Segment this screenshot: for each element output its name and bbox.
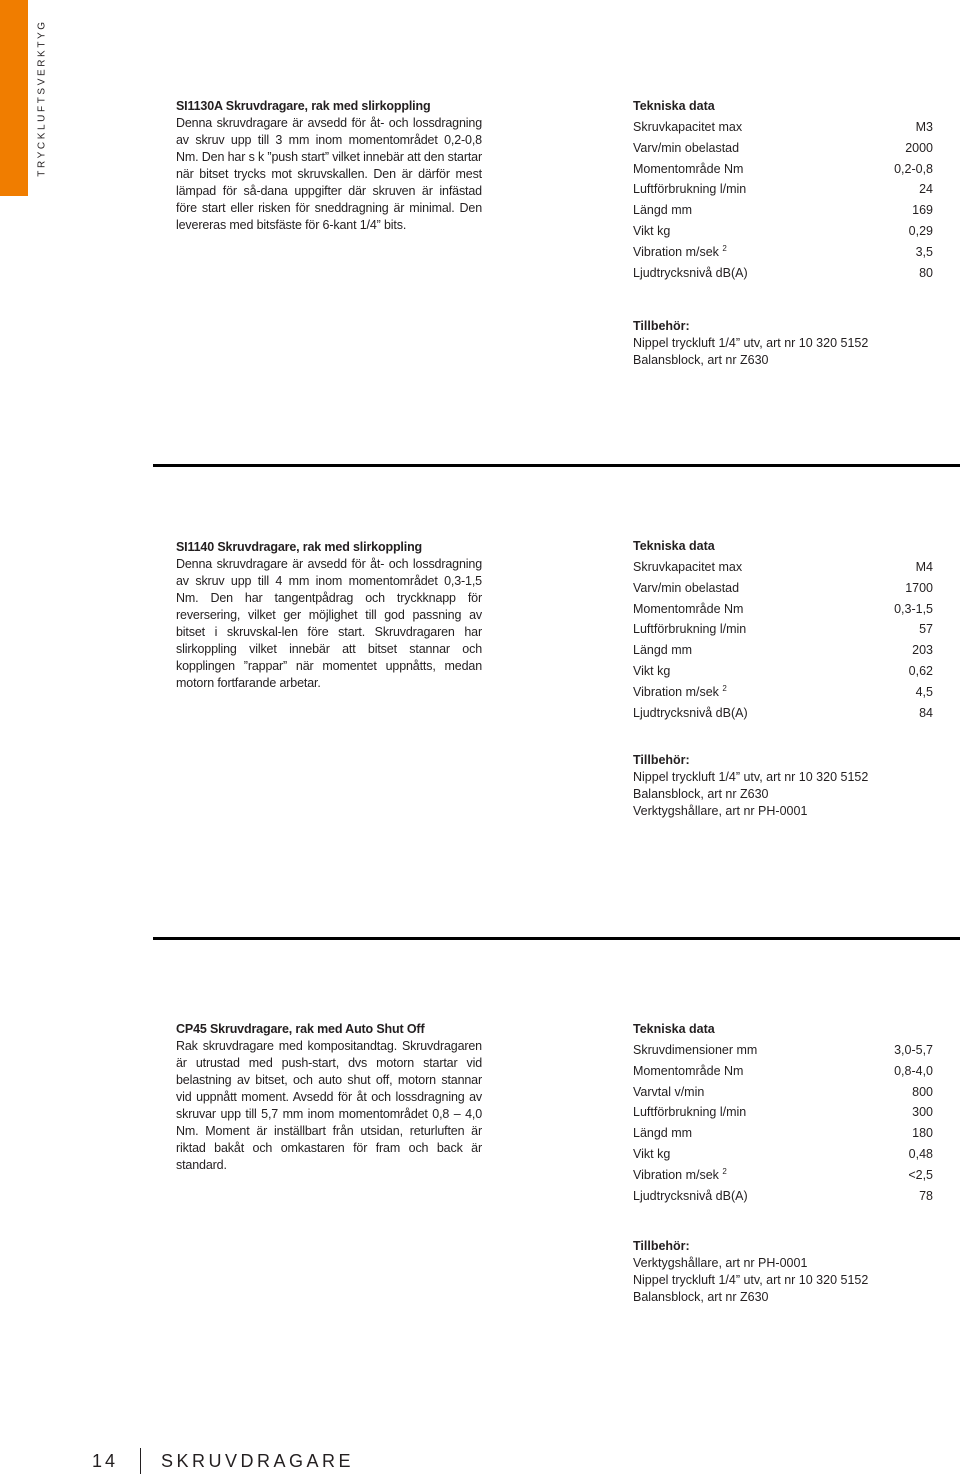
specs-heading: Tekniska data	[633, 1022, 715, 1036]
spec-label: Skruvkapacitet max	[633, 560, 743, 574]
specs-table	[633, 536, 933, 723]
spec-row	[633, 578, 933, 599]
spec-label: Luftförbrukning l/min	[633, 182, 747, 197]
spec-label: Längd mm	[633, 203, 693, 218]
spec-value: <2,5	[908, 1167, 933, 1182]
spec-label: Momentområde Nm	[633, 1063, 744, 1078]
specs-table	[633, 1019, 933, 1206]
spec-label: Momentområde Nm	[633, 161, 744, 176]
spec-label-with-sup	[633, 1165, 727, 1186]
spec-value: M3	[915, 120, 933, 134]
spec-row	[633, 221, 933, 242]
accessory-item: Nippel tryckluft 1/4” utv, art nr 10 320 5152	[633, 336, 869, 350]
accessories-block	[633, 1238, 933, 1306]
product-description-block	[176, 1021, 482, 1174]
spec-value: 57	[919, 622, 933, 637]
spec-row	[633, 640, 933, 661]
product-description-block	[176, 98, 482, 234]
spec-superscript: 2	[722, 243, 727, 253]
spec-value: 169	[912, 203, 933, 218]
spec-label-with-sup	[633, 242, 727, 263]
spec-row	[633, 703, 933, 724]
spec-row	[633, 263, 933, 284]
spec-row	[633, 200, 933, 221]
accessories-heading: Tillbehör:	[633, 319, 690, 333]
spec-label: Vikt kg	[633, 223, 671, 238]
spec-value: 300	[912, 1105, 933, 1120]
spec-label: Ljudtrycksnivå dB(A)	[633, 1188, 748, 1203]
section-divider	[153, 937, 960, 940]
spec-label: Skruvkapacitet max	[633, 120, 743, 134]
product-title: CP45 Skruvdragare, rak med Auto Shut Off	[176, 1022, 425, 1036]
spec-value: 2000	[905, 140, 933, 155]
spec-row	[633, 1040, 933, 1061]
spec-label: Luftförbrukning l/min	[633, 622, 747, 637]
spec-row	[633, 1186, 933, 1207]
spec-label: Varv/min obelastad	[633, 140, 740, 155]
product-description: Denna skruvdragare är avsedd för åt- och lossdragning av skruv upp till 4 mm inom momentområdet 0,3-1,5 Nm. Den har tangentpådrag och tryckknapp för reversering, vilket ger möjlighet till god passning av bitset i skruvskal-len före start. Skruvdragaren har slirkoppling vilket innebär att bitset stannar och kopplingen ”rappar” när momentet uppnåtts, medan motorn fortfarande arbetar.	[176, 557, 482, 690]
spec-row	[633, 242, 933, 263]
spec-label: Ljudtrycksnivå dB(A)	[633, 705, 748, 720]
accessory-item: Verktygshållare, art nr PH-0001	[633, 1256, 808, 1270]
spec-superscript: 2	[722, 1166, 727, 1176]
accessories-heading: Tillbehör:	[633, 753, 690, 767]
spec-label: Längd mm	[633, 1126, 693, 1141]
product-description: Rak skruvdragare med kompositandtag. Skruvdragaren är utrustad med push-start, dvs motorn startar vid belastning av bitset, och auto shut off, motorn stannar vid uppnått moment. Avsedd för åt och lossdragning av skruvar upp till 5,7 mm inom momentområdet 0,8 – 4,0 Nm. Moment är inställbart från utsidan, returluften är riktad bakåt och omkastaren för fram och back är standard.	[176, 1039, 482, 1172]
spec-row	[633, 661, 933, 682]
accessory-item: Balansblock, art nr Z630	[633, 787, 769, 801]
spec-value: 800	[912, 1084, 933, 1099]
spec-row	[633, 1144, 933, 1165]
spec-row	[633, 1102, 933, 1123]
page-footer	[92, 1448, 354, 1474]
spec-superscript: 2	[722, 683, 727, 693]
spec-value: 3,5	[915, 244, 933, 259]
spec-label: Vibration m/sek	[633, 244, 719, 259]
spec-label: Vibration m/sek	[633, 1167, 719, 1182]
spec-label: Momentområde Nm	[633, 601, 744, 616]
spec-label: Skruvdimensioner mm	[633, 1043, 758, 1057]
product-description: Denna skruvdragare är avsedd för åt- och lossdragning av skruv upp till 3 mm inom momentområdet 0,2-0,8 Nm. Den har s k ”push start” vilket innebär att den startar när bitset trycks mot skruvskallen. Den är därför mest lämpad för så-dana uppgifter där skruven är infästad före start eller risken för sneddragning är minimal. Den levereras med bitsfäste för 6-kant 1/4” bits.	[176, 116, 482, 232]
accessories-heading: Tillbehör:	[633, 1239, 690, 1253]
spec-row	[633, 682, 933, 703]
accessory-item: Nippel tryckluft 1/4” utv, art nr 10 320 5152	[633, 1273, 869, 1287]
spec-value: 24	[919, 182, 933, 197]
product-title: SI1140 Skruvdragare, rak med slirkoppling	[176, 540, 423, 554]
spec-value: 78	[919, 1188, 933, 1203]
spec-value: 0,2-0,8	[894, 161, 933, 176]
product-title: SI1130A Skruvdragare, rak med slirkoppling	[176, 99, 431, 113]
side-tab-label: TRYCKLUFTSVERKTYG	[36, 19, 48, 177]
spec-label: Varv/min obelastad	[633, 580, 740, 595]
spec-value: 1700	[905, 580, 933, 595]
spec-label: Vibration m/sek	[633, 684, 719, 699]
spec-row	[633, 138, 933, 159]
page-number: 14	[92, 1450, 119, 1471]
spec-row	[633, 179, 933, 200]
spec-value: 0,62	[908, 663, 933, 678]
accessory-item: Verktygshållare, art nr PH-0001	[633, 804, 808, 818]
footer-divider	[140, 1448, 141, 1474]
spec-value: 84	[919, 705, 933, 720]
spec-value: 203	[912, 643, 933, 658]
spec-value: 4,5	[915, 684, 933, 699]
spec-row	[633, 117, 933, 138]
spec-value: 0,48	[908, 1146, 933, 1161]
spec-value: 0,29	[908, 223, 933, 238]
spec-value: M4	[915, 560, 933, 574]
section-name: SKRUVDRAGARE	[161, 1450, 355, 1471]
spec-label: Luftförbrukning l/min	[633, 1105, 747, 1120]
spec-value: 0,8-4,0	[894, 1063, 933, 1078]
section-divider	[153, 464, 960, 467]
spec-label: Vikt kg	[633, 1146, 671, 1161]
spec-label: Varvtal v/min	[633, 1084, 705, 1099]
spec-label: Längd mm	[633, 643, 693, 658]
spec-label: Ljudtrycksnivå dB(A)	[633, 265, 748, 280]
spec-value: 180	[912, 1126, 933, 1141]
spec-row	[633, 1123, 933, 1144]
spec-row	[633, 1061, 933, 1082]
spec-row	[633, 1082, 933, 1103]
specs-heading: Tekniska data	[633, 539, 715, 553]
accessory-item: Balansblock, art nr Z630	[633, 1290, 769, 1304]
product-description-block	[176, 539, 482, 692]
side-tab	[0, 0, 55, 196]
accessories-block	[633, 318, 933, 369]
spec-value: 80	[919, 265, 933, 280]
specs-table	[633, 96, 933, 283]
side-tab-color-bar	[0, 0, 28, 196]
accessory-item: Balansblock, art nr Z630	[633, 353, 769, 367]
spec-row	[633, 159, 933, 180]
spec-value: 3,0-5,7	[894, 1043, 933, 1057]
spec-row	[633, 599, 933, 620]
spec-label-with-sup	[633, 682, 727, 703]
spec-label: Vikt kg	[633, 663, 671, 678]
specs-heading: Tekniska data	[633, 99, 715, 113]
accessory-item: Nippel tryckluft 1/4” utv, art nr 10 320 5152	[633, 770, 869, 784]
spec-row	[633, 619, 933, 640]
spec-row	[633, 1165, 933, 1186]
spec-value: 0,3-1,5	[894, 601, 933, 616]
spec-row	[633, 557, 933, 578]
accessories-block	[633, 752, 933, 820]
